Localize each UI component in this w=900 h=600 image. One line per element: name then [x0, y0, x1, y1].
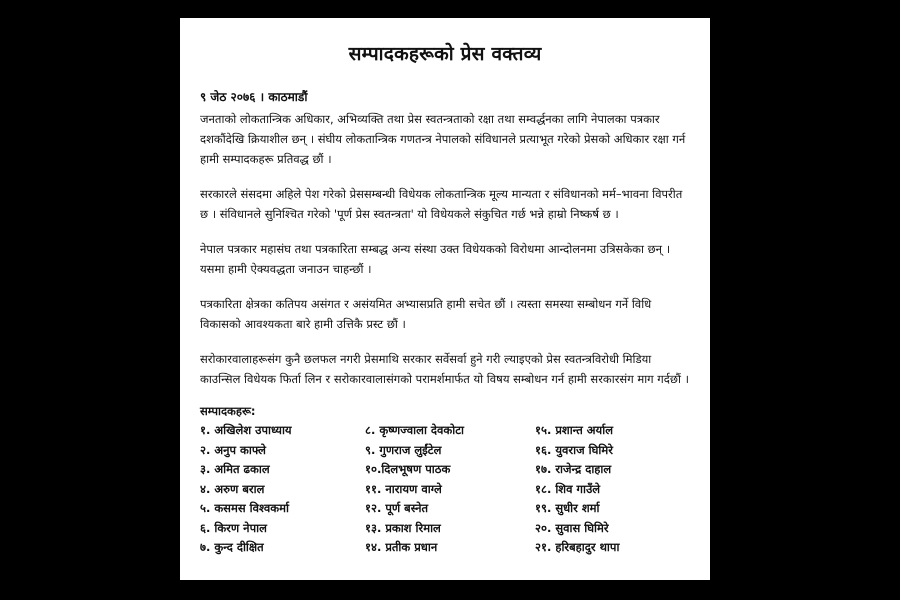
editor-name: १९. सुधीर शर्मा	[535, 501, 600, 515]
editor-name: १७. राजेन्द्र दाहाल	[535, 462, 612, 476]
paragraph-5: सरोकारवालाहरूसंग कुनै छलफल नगरी प्रेसमाथि सरकार सर्वेसर्वा हुने गरी ल्याइएको प्रेस स्वतन्त्रविरोधी मिडिया काउन्सिल विधेयक फिर्ता लिन र सरोकारवालासंगको परामर्शमार्फत यो विषय सम्बोधन गर्न हामी सरकारसंग माग गर्दछौं ।	[200, 352, 689, 386]
press-statement-page	[180, 18, 710, 580]
editor-name: ३. अमित ढकाल	[200, 462, 270, 476]
editor-name: ११. नारायण वाग्ले	[365, 481, 442, 496]
editor-name: १६. युवराज घिमिरे	[535, 442, 613, 457]
editor-name: १०.दिलभूषण पाठक	[365, 462, 451, 476]
paragraph-1: जनताको लोकतान्त्रिक अधिकार, अभिव्यक्ति तथा प्रेस स्वतन्त्रताको रक्षा तथा सम्वर्द्धनका लागि नेपालका पत्रकार दशकौंदेखि क्रियाशील छन् । संघीय लोकतान्त्रिक गणतन्त्र नेपालको संविधानले प्रत्याभूत गरेको प्रेसको अधिकार रक्षा गर्न हामी सम्पादकहरू प्रतिवद्ध छौं ।	[200, 112, 686, 166]
paragraph-4: पत्रकारिता क्षेत्रका कतिपय असंगत र असंयमित अभ्यासप्रति हामी सचेत छौं । त्यस्ता समस्या सम्बोधन गर्ने विधि विकासको आवश्यकता बारे हामी उत्तिकै प्रस्ट छौं ।	[200, 297, 652, 331]
editor-name: ६. किरण नेपाल	[200, 520, 267, 535]
editor-name: ८. कृष्णज्वाला देवकोटा	[365, 423, 465, 437]
editor-name: २१. हरिबहादुर थापा	[535, 540, 620, 554]
paragraph-3: नेपाल पत्रकार महासंघ तथा पत्रकारिता सम्बद्ध अन्य संस्था उक्त विधेयकको विरोधमा आन्दोलनमा उत्रिसकेका छन् । यसमा हामी ऐक्यवद्धता जनाउन चाहन्छौं ।	[200, 242, 671, 276]
editor-name: ५. कसमस विश्वकर्मा	[200, 501, 289, 515]
editor-name: १४. प्रतीक प्रधान	[365, 540, 438, 554]
document-title: सम्पादकहरूको प्रेस वक्तव्य	[348, 43, 542, 65]
editor-name: ४. अरुण बराल	[200, 481, 265, 496]
editor-name: ७. कुन्द दीक्षित	[200, 540, 264, 554]
editors-list	[200, 421, 710, 558]
editors-heading: सम्पादकहरू:	[200, 404, 256, 418]
dateline: ९ जेठ २०७६ । काठमाडौं	[200, 90, 308, 104]
editor-name: १५. प्रशान्त अर्याल	[535, 423, 614, 437]
editor-name: ९. गुणराज लुईंटेल	[365, 442, 442, 457]
paragraph-2: सरकारले संसदमा अहिले पेश गरेको प्रेससम्बन्धी विधेयक लोकतान्त्रिक मूल्य मान्यता र संविधानको मर्म–भावना विपरीत छ । संविधानले सुनिश्चित गरेको 'पूर्ण प्रेस स्वतन्त्रता' यो विधेयकले संकुचित गर्छ भन्ने हाम्रो निष्कर्ष छ ।	[200, 187, 683, 221]
editor-name: २०. सुवास घिमिरे	[535, 520, 609, 535]
editor-name: १. अखिलेश उपाध्याय	[200, 423, 292, 437]
editor-name: १३. प्रकाश रिमाल	[365, 520, 441, 535]
editor-name: २. अनुप काफ्ले	[200, 442, 266, 457]
editor-name: १८. शिव गाउँले	[535, 481, 601, 496]
editor-name: १२. पूर्ण बस्नेत	[365, 501, 429, 515]
